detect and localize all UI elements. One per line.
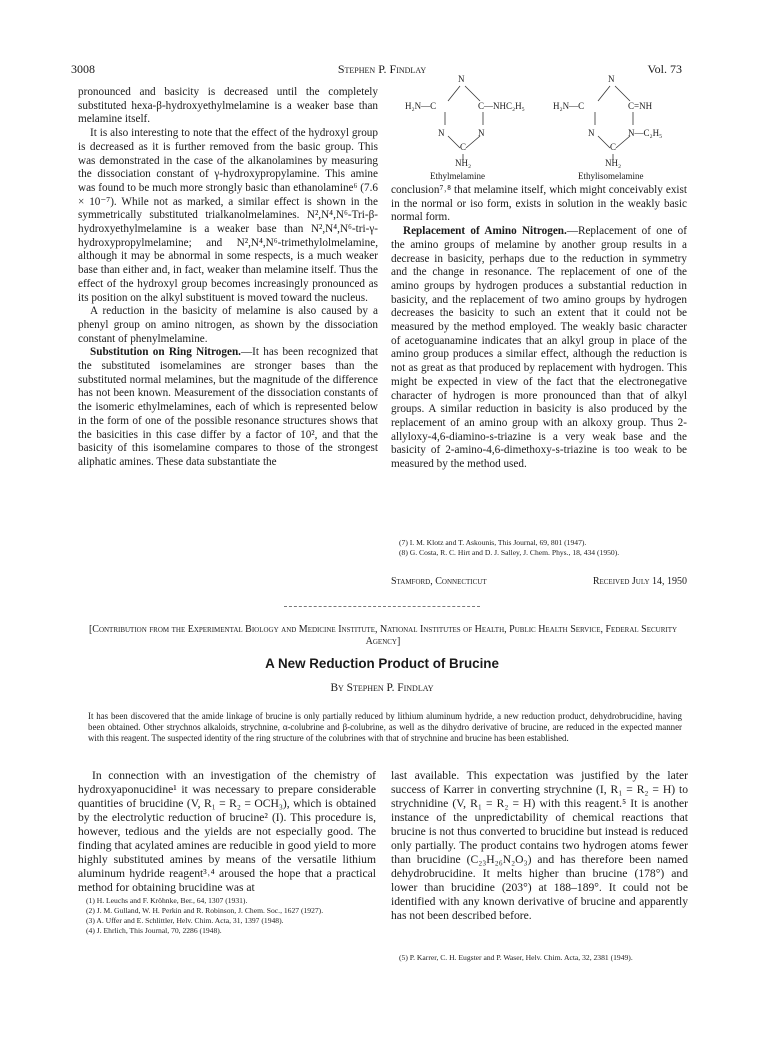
ring-n-left-left: N [438,128,445,138]
right-column [391,184,687,472]
ring-n-top-right: N [608,74,615,84]
section-paragraph [78,346,378,469]
footnote: (7) I. M. Klotz and T. Askounis, This Journal, 69, 801 (1947). [399,538,587,547]
left-column [78,86,378,470]
received-line: Received July 14, 1950 [592,576,687,587]
paragraph: last available. This expectation was justified by the later success of Karrer in converting strychnine (I, R₁ = R₂ = H) to strychnidine (V, R₁ = R₂ = H) with this reagent.⁵ It is another instance of the unpredictability of chemical reactions that brucine is not thus converted to brucidine but instead is reduced only partially. The product contains two hydrogen atoms fewer than brucidine (C₂₃H₂₆N₂O₃) and has therefore been named dehydrobrucidine. It melts higher than brucine (178°) and lower than brucidine (203°) at 188–189°. It could not be identified with any known derivative of brucine and apparently has not been described before. [391,769,688,922]
paragraph-text: —Replacement of one of the amino groups of melamine by another group results in a decrease in basicity, perhaps due to the reduction in symmetry and the change in resonance. The replacement of one of the amino groups by hydrogen produces a substantial reduction in basicity, and the replacement of two amino groups by hydrogen decreases the basicity to such an extent that it could not be measured by the method employed. The weakly basic character of acetoguanamine indicates that an alkyl group in place of the amino group produces a similar effect, although the reduction is not as great as that produced by replacement with hydrogen. This might be expected in view of the fact that the electronegative character of hydrogen is more pronounced than that of alkyl groups. A similar reduction in basicity is also produced by the replacement of an amino group with an alkoxy group. Thus 2-allyloxy-4,6-diamino-s-triazine is a very weak base and the basicity of 2-amino-4,6-dimethoxy-s-triazine is too weak to be measured by the method used. [391,225,687,471]
paragraph: In connection with an investigation of the chemistry of hydroxyaponucidine¹ it was necessary to prepare considerable quantities of brucidine (V, R₁ = R₂ = OCH₃), which is obtained by the electrolytic reduction of brucine² (I). This procedure is, however, tedious and the yields are not especially good. The finding that acylated amines are reducible in good yield to more highly substituted amines by means of the versatile lithium aluminum hydride reagent³˒⁴ aroused the hope that a practical method for obtaining brucidine was at [78,769,376,894]
left-group-right: H₂N—C [553,101,585,111]
figure-caption-left: Ethylmelamine [430,171,485,181]
article-divider [284,606,480,607]
footnotes-right [391,953,688,963]
paragraph: pronounced and basicity is decreased until the completely substituted hexa-β-hydroxyethylmelamine is a weaker base than melamine itself. [78,86,378,126]
ring-n-top-left: N [458,74,465,84]
ring-n-right-left: N [478,128,485,138]
right-group-left: C—NHC₂H₅ [478,101,525,111]
section-paragraph [391,225,687,472]
footnote: (8) G. Costa, R. C. Hirt and D. J. Salley, J. Chem. Phys., 18, 434 (1950). [399,548,620,557]
byline: By Stephen P. Findlay [330,682,434,694]
section-heading: Substitution on Ring Nitrogen. [90,346,241,359]
volume-label: Vol. 73 [647,62,682,76]
section-heading: Replacement of Amino Nitrogen. [403,225,567,238]
abstract: It has been discovered that the amide linkage of brucine is only partially reduced by lithium aluminum hydride, a new reduction product, dehydrobrucidine, having been obtained. Other strychnos alkaloids, strychnine, α-colubrine and β-colubrine, as well as the dihydro derivative of brucine, are reduced in the expected manner with this reagent. The suspected identity of the ring structure of the colubrines with that of strychnine and brucine has been established. [88,711,682,743]
footnote: (4) J. Ehrlich, This Journal, 70, 2286 (1948). [86,926,222,935]
paragraph: A reduction in the basicity of melamine is also caused by a phenyl group on amino nitrogen, as shown by the dissociation constant of phenylmelamine. [78,305,378,345]
left-group-left: H₂N—C [405,101,437,111]
article-left-column [78,769,376,895]
footnote: (3) A. Uffer and E. Schlittler, Helv. Chim. Acta, 31, 1397 (1948). [86,916,284,925]
right-group-right: C=NH [628,101,653,111]
bottom-group-right: NH₂ [605,158,622,168]
paragraph: It is also interesting to note that the effect of the hydroxyl group is decreased as it is further removed from the basic group. This was demonstrated in the case of the alkanolamines by measuring the dissociation constant of γ-hydroxypropylamine. This amine was found to be much more strongly basic than ethanolamine⁶ (7.6 × 10⁻⁷). While not as marked, a similar effect is shown in the symmetrically substituted trialkanolmelamines. N²,N⁴,N⁶-Tri-β-hydroxyethylmelamine is a weaker base than N²,N⁴,N⁶-tri-γ-hydroxypropylmelamine; and N²,N⁴,N⁶-trimethylolmelamine, although it may be abnormal in some respects, is a much weaker base than either and, in fact, weaker than melamine itself. Thus the effect of the hydroxyl group becomes increasingly pronounced as its position on the alkyl substituent is moved toward the nucleus. [78,127,378,304]
page-number: 3008 [71,62,95,76]
article-title: A New Reduction Product of Brucine [265,656,499,671]
ring-n-left-right: N [588,128,595,138]
place-line: Stamford, Connecticut [391,576,487,587]
paragraph-text: —It has been recognized that the substituted isomelamines are stronger bases than the substituted normal melamines, but the magnitude of the difference has not been known. Measurement of the dissociation constants of the isomeric ethylmelamines, each of which is represented below in the form of one of the possible resonance structures shows that the basicities in this case differ by a factor of 10², and that the basicity of this isomelamine compares to those of the strongest aliphatic amines. These data substantiate the [78,346,378,468]
figure-caption-right: Ethylisomelamine [578,171,644,181]
ethylmelamine-structures [400,68,700,183]
bottom-group-left: NH₂ [455,158,472,168]
ring-n-right-right: N—C₂H₅ [628,128,663,138]
running-author: Stephen P. Findlay [337,62,427,76]
paragraph: conclusion⁷˒⁸ that melamine itself, which might conceivably exist in the normal or iso form, exists in solution in the weakly basic normal form. [391,184,687,224]
ring-c-bottom-right: C [610,142,617,152]
footnotes-top-right [391,538,687,558]
ring-c-bottom-left: C [460,142,467,152]
footnote: (5) P. Karrer, C. H. Eugster and P. Waser, Helv. Chim. Acta, 32, 2381 (1949). [399,953,633,962]
contribution-line: [Contribution from the Experimental Biology and Medicine Institute, National Institutes of Health, Public Health Service, Federal Security Agency] [88,624,678,647]
footnotes-left [78,896,376,936]
article-right-column [391,769,688,923]
footnote: (2) J. M. Gulland, W. H. Perkin and R. Robinson, J. Chem. Soc., 1627 (1927). [86,906,324,915]
footnote: (1) H. Leuchs and F. Kröhnke, Ber., 64, 1307 (1931). [86,896,248,905]
